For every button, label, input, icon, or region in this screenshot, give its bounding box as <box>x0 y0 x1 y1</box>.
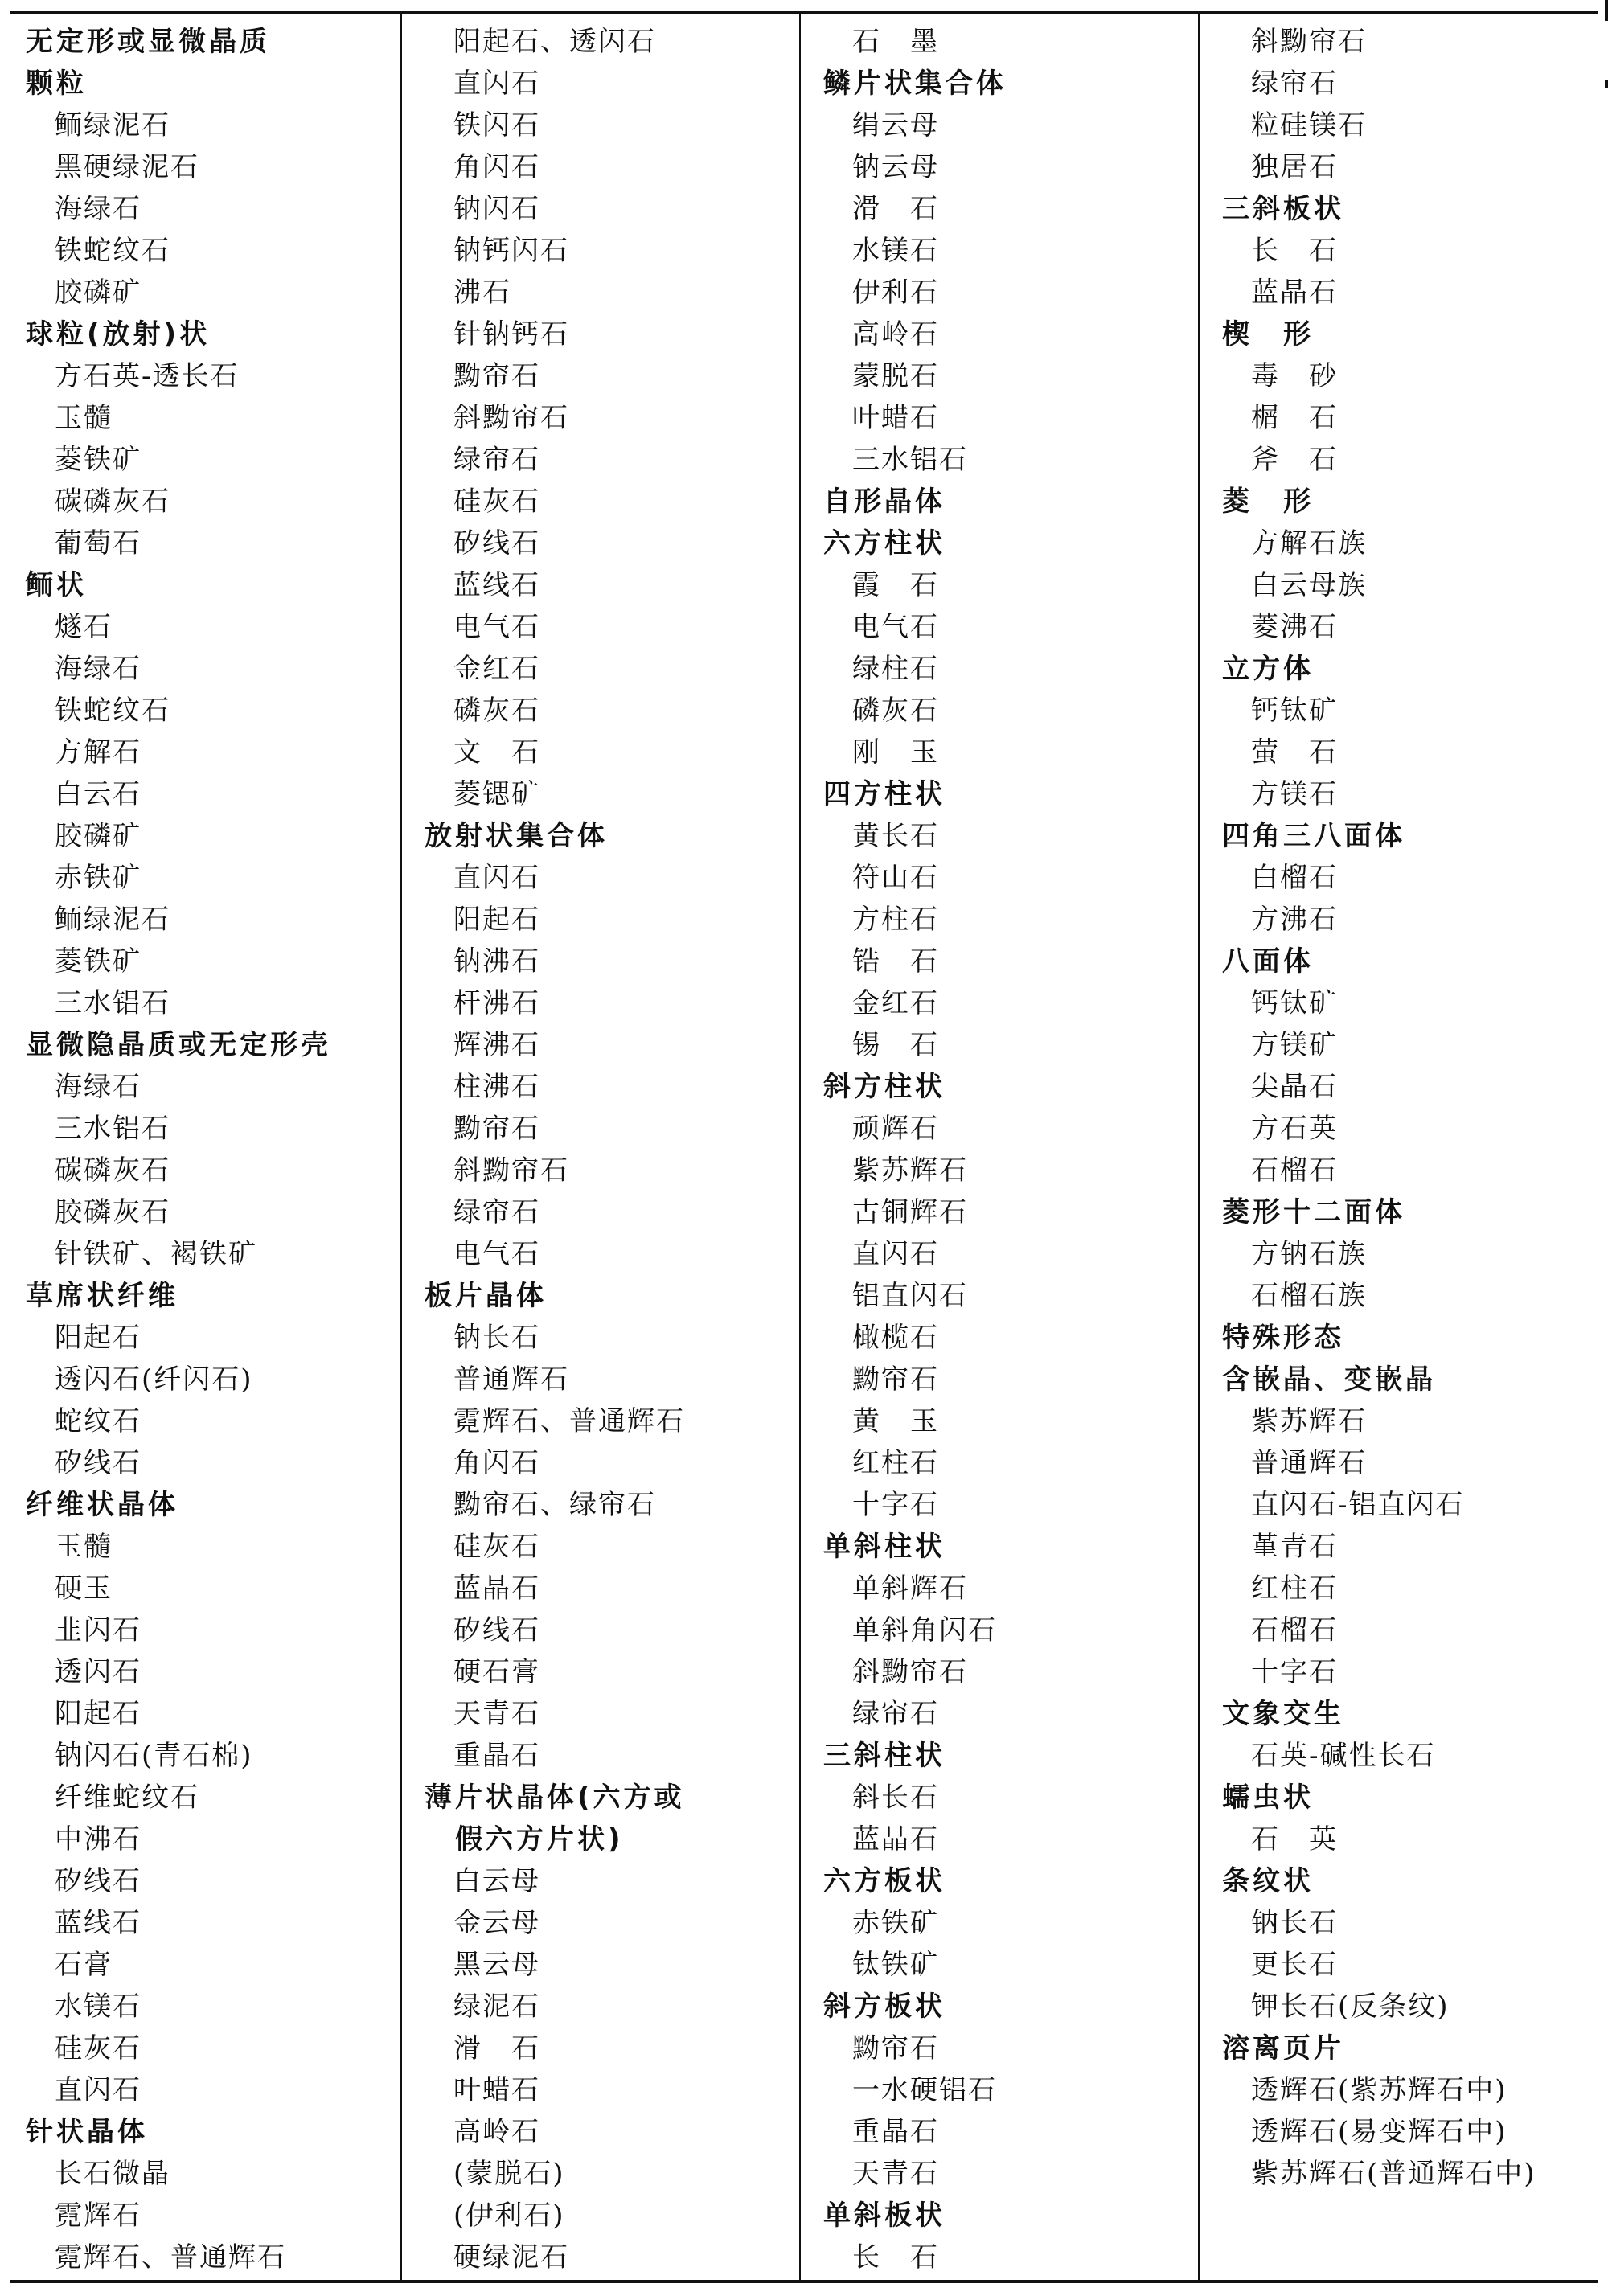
mineral-entry: 阳起石 <box>453 904 540 936</box>
mineral-entry: 铁蛇纹石 <box>55 235 170 267</box>
mineral-entry: 海绿石 <box>55 1071 142 1103</box>
mineral-entry: 水镁石 <box>55 1991 142 2023</box>
mineral-entry: 石 墨 <box>852 26 939 58</box>
mineral-entry: 纤维蛇纹石 <box>55 1781 199 1814</box>
mineral-entry: 辉沸石 <box>453 1029 540 1061</box>
mineral-entry: 方钠石族 <box>1251 1238 1367 1270</box>
mineral-entry: 金云母 <box>453 1907 540 1939</box>
mineral-entry: 硅灰石 <box>453 486 540 518</box>
mineral-entry: 斜黝帘石 <box>1251 26 1367 58</box>
mineral-entry: 电气石 <box>852 611 939 643</box>
category-heading: 四方柱状 <box>823 778 946 810</box>
mineral-entry: 矽线石 <box>55 1865 142 1897</box>
mineral-entry: 硬绿泥石 <box>453 2241 569 2273</box>
mineral-entry: 白云母族 <box>1251 569 1367 601</box>
mineral-entry: 韭闪石 <box>55 1614 142 1646</box>
category-heading: 三斜板状 <box>1222 193 1344 225</box>
mineral-entry: 红柱石 <box>852 1447 939 1479</box>
mineral-entry: 矽线石 <box>55 1447 142 1479</box>
mineral-entry: 顽辉石 <box>852 1113 939 1145</box>
mineral-entry: 钠云母 <box>852 151 939 183</box>
mineral-entry: 直闪石 <box>453 862 540 894</box>
mineral-entry: 符山石 <box>852 862 939 894</box>
mineral-entry: 玉髓 <box>55 1531 113 1563</box>
mineral-entry: 角闪石 <box>453 151 540 183</box>
mineral-entry: 铁闪石 <box>453 109 540 141</box>
mineral-entry: 钠长石 <box>1251 1907 1338 1939</box>
category-heading: 六方柱状 <box>823 527 946 560</box>
mineral-entry: 一水硬铝石 <box>852 2074 997 2106</box>
mineral-entry: 钠闪石(青石棉) <box>55 1740 253 1772</box>
mineral-entry: 重晶石 <box>453 1740 540 1772</box>
edge-mark <box>1605 0 1608 21</box>
mineral-entry: 透辉石(易变辉石中) <box>1251 2116 1508 2148</box>
mineral-entry: 单斜角闪石 <box>852 1614 997 1646</box>
mineral-entry: 黑硬绿泥石 <box>55 151 199 183</box>
category-heading: 球粒(放射)状 <box>26 318 211 351</box>
category-heading: 鲕状 <box>26 569 87 601</box>
category-heading: 八面体 <box>1222 945 1314 978</box>
category-heading: 显微隐晶质或无定形壳 <box>26 1029 331 1061</box>
mineral-entry: (蒙脱石) <box>453 2158 565 2190</box>
mineral-entry: 石榴石族 <box>1251 1280 1367 1312</box>
mineral-entry: 蓝晶石 <box>453 1572 540 1605</box>
mineral-entry: 绿帘石 <box>852 1698 939 1730</box>
mineral-entry: 透闪石 <box>55 1656 142 1688</box>
mineral-entry: 石榴石 <box>1251 1154 1338 1187</box>
mineral-entry: 透闪石(纤闪石) <box>55 1363 253 1396</box>
mineral-entry: 叶蜡石 <box>852 402 939 434</box>
mineral-entry: 沸石 <box>453 277 511 309</box>
mineral-entry: 黑云母 <box>453 1949 540 1981</box>
category-heading: 含嵌晶、变嵌晶 <box>1222 1363 1436 1396</box>
mineral-entry: 金红石 <box>453 653 540 685</box>
mineral-entry: 三水铝石 <box>55 987 170 1019</box>
mineral-entry: 绿泥石 <box>453 1991 540 2023</box>
mineral-entry: 钠沸石 <box>453 945 540 978</box>
mineral-entry: 菱锶矿 <box>453 778 540 810</box>
mineral-entry: 直闪石 <box>55 2074 142 2106</box>
mineral-entry: 硅灰石 <box>55 2032 142 2064</box>
mineral-entry: 黝帘石 <box>453 360 540 392</box>
category-heading: 自形晶体 <box>823 486 946 518</box>
bottom-rule <box>10 2280 1598 2283</box>
mineral-entry: 绿柱石 <box>852 653 939 685</box>
mineral-entry: 海绿石 <box>55 653 142 685</box>
mineral-entry: 毒 砂 <box>1251 360 1338 392</box>
mineral-entry: 斜黝帘石 <box>852 1656 968 1688</box>
mineral-entry: 石英-碱性长石 <box>1251 1740 1436 1772</box>
mineral-entry: 长 石 <box>852 2241 939 2273</box>
mineral-entry: 鲕绿泥石 <box>55 904 170 936</box>
mineral-entry: 水镁石 <box>852 235 939 267</box>
mineral-entry: 针钠钙石 <box>453 318 569 351</box>
mineral-entry: 赤铁矿 <box>852 1907 939 1939</box>
mineral-entry: 钛铁矿 <box>852 1949 939 1981</box>
mineral-entry: 普通辉石 <box>453 1363 569 1396</box>
mineral-entry: 白榴石 <box>1251 862 1338 894</box>
mineral-entry: 榍 石 <box>1251 402 1338 434</box>
mineral-entry: 绿帘石 <box>453 444 540 476</box>
mineral-entry: 紫苏辉石 <box>852 1154 968 1187</box>
mineral-entry: 单斜辉石 <box>852 1572 968 1605</box>
mineral-entry: 葡萄石 <box>55 527 142 560</box>
category-heading: 六方板状 <box>823 1865 946 1897</box>
mineral-entry: 霓辉石 <box>55 2200 142 2232</box>
mineral-entry: 钠长石 <box>453 1322 540 1354</box>
mineral-entry: 赤铁矿 <box>55 862 142 894</box>
mineral-entry: 重晶石 <box>852 2116 939 2148</box>
mineral-entry: 十字石 <box>1251 1656 1338 1688</box>
category-heading: 草席状纤维 <box>26 1280 178 1312</box>
mineral-entry: 阳起石 <box>55 1698 142 1730</box>
mineral-entry: 绿帘石 <box>453 1196 540 1228</box>
mineral-entry: 高岭石 <box>453 2116 540 2148</box>
mineral-entry: 黄长石 <box>852 820 939 852</box>
mineral-entry: 电气石 <box>453 611 540 643</box>
mineral-entry: 磷灰石 <box>453 695 540 727</box>
mineral-entry: 菱沸石 <box>1251 611 1338 643</box>
mineral-entry: 长 石 <box>1251 235 1338 267</box>
category-heading: 菱 形 <box>1222 486 1314 518</box>
category-heading: 立方体 <box>1222 653 1314 685</box>
mineral-entry: 滑 石 <box>453 2032 540 2064</box>
mineral-entry: 更长石 <box>1251 1949 1338 1981</box>
mineral-entry: 胶磷灰石 <box>55 1196 170 1228</box>
mineral-entry: 方镁矿 <box>1251 1029 1338 1061</box>
mineral-entry: 斜黝帘石 <box>453 402 569 434</box>
mineral-entry: 蓝晶石 <box>852 1823 939 1855</box>
mineral-entry: 白云母 <box>453 1865 540 1897</box>
mineral-entry: 蓝线石 <box>453 569 540 601</box>
category-heading: 针状晶体 <box>26 2116 148 2148</box>
mineral-entry: 伊利石 <box>852 277 939 309</box>
category-heading: 板片晶体 <box>425 1280 547 1312</box>
category-heading: 颗粒 <box>26 68 87 100</box>
mineral-entry: 黝帘石 <box>852 1363 939 1396</box>
mineral-entry: 紫苏辉石(普通辉石中) <box>1251 2158 1536 2190</box>
mineral-entry: 红柱石 <box>1251 1572 1338 1605</box>
mineral-entry: 独居石 <box>1251 151 1338 183</box>
mineral-entry: 绿帘石 <box>1251 68 1338 100</box>
mineral-entry: 方柱石 <box>852 904 939 936</box>
mineral-entry: 石榴石 <box>1251 1614 1338 1646</box>
category-heading: 斜方柱状 <box>823 1071 946 1103</box>
category-heading: 菱形十二面体 <box>1222 1196 1405 1228</box>
mineral-entry: 方解石 <box>55 736 142 769</box>
mineral-entry: 钙钛矿 <box>1251 695 1338 727</box>
mineral-entry: 电气石 <box>453 1238 540 1270</box>
mineral-entry: 黝帘石 <box>852 2032 939 2064</box>
mineral-entry: 铝直闪石 <box>852 1280 968 1312</box>
mineral-entry: 绢云母 <box>852 109 939 141</box>
mineral-entry: 直闪石-铝直闪石 <box>1251 1489 1465 1521</box>
mineral-entry: 透辉石(紫苏辉石中) <box>1251 2074 1508 2106</box>
mineral-entry: (伊利石) <box>453 2200 565 2232</box>
edge-mark <box>1605 80 1608 88</box>
mineral-entry: 直闪石 <box>453 68 540 100</box>
mineral-entry: 钠闪石 <box>453 193 540 225</box>
mineral-entry: 燧石 <box>55 611 113 643</box>
mineral-entry: 三水铝石 <box>852 444 968 476</box>
mineral-entry: 针铁矿、褐铁矿 <box>55 1238 257 1270</box>
category-heading: 特殊形态 <box>1222 1322 1344 1354</box>
mineral-entry: 钙钛矿 <box>1251 987 1338 1019</box>
mineral-entry: 古铜辉石 <box>852 1196 968 1228</box>
category-heading: 单斜板状 <box>823 2200 946 2232</box>
mineral-entry: 矽线石 <box>453 1614 540 1646</box>
mineral-entry: 蓝晶石 <box>1251 277 1338 309</box>
category-heading: 文象交生 <box>1222 1698 1344 1730</box>
category-heading: 条纹状 <box>1222 1865 1314 1897</box>
mineral-entry: 霞 石 <box>852 569 939 601</box>
mineral-entry: 蓝线石 <box>55 1907 142 1939</box>
mineral-entry: 堇青石 <box>1251 1531 1338 1563</box>
mineral-entry: 斜黝帘石 <box>453 1154 569 1187</box>
mineral-entry: 白云石 <box>55 778 142 810</box>
mineral-entry: 十字石 <box>852 1489 939 1521</box>
category-heading: 楔 形 <box>1222 318 1314 351</box>
mineral-entry: 阳起石 <box>55 1322 142 1354</box>
mineral-entry: 中沸石 <box>55 1823 142 1855</box>
mineral-entry: 紫苏辉石 <box>1251 1405 1367 1437</box>
mineral-entry: 叶蜡石 <box>453 2074 540 2106</box>
category-heading: 四角三八面体 <box>1222 820 1405 852</box>
mineral-entry: 斜长石 <box>852 1781 939 1814</box>
table-column-3 <box>820 21 1206 2278</box>
mineral-entry: 方解石族 <box>1251 527 1367 560</box>
mineral-entry: 滑 石 <box>852 193 939 225</box>
category-heading: 假六方片状) <box>425 1823 624 1855</box>
mineral-entry: 刚 玉 <box>852 736 939 769</box>
mineral-entry: 长石微晶 <box>55 2158 170 2190</box>
category-heading: 溶离页片 <box>1222 2032 1344 2064</box>
mineral-entry: 文 石 <box>453 736 540 769</box>
mineral-entry: 斧 石 <box>1251 444 1338 476</box>
mineral-entry: 阳起石、透闪石 <box>453 26 656 58</box>
mineral-entry: 蛇纹石 <box>55 1405 142 1437</box>
mineral-entry: 方沸石 <box>1251 904 1338 936</box>
mineral-entry: 硅灰石 <box>453 1531 540 1563</box>
mineral-entry: 杆沸石 <box>453 987 540 1019</box>
mineral-entry: 角闪石 <box>453 1447 540 1479</box>
mineral-entry: 金红石 <box>852 987 939 1019</box>
mineral-entry: 磷灰石 <box>852 695 939 727</box>
category-heading: 放射状集合体 <box>425 820 608 852</box>
mineral-entry: 铁蛇纹石 <box>55 695 170 727</box>
mineral-entry: 钾长石(反条纹) <box>1251 1991 1450 2023</box>
category-heading: 纤维状晶体 <box>26 1489 178 1521</box>
mineral-entry: 方石英-透长石 <box>55 360 240 392</box>
mineral-entry: 石膏 <box>55 1949 113 1981</box>
mineral-entry: 黄 玉 <box>852 1405 939 1437</box>
mineral-entry: 硬玉 <box>55 1572 113 1605</box>
mineral-entry: 柱沸石 <box>453 1071 540 1103</box>
mineral-entry: 石 英 <box>1251 1823 1338 1855</box>
mineral-entry: 天青石 <box>453 1698 540 1730</box>
mineral-entry: 橄榄石 <box>852 1322 939 1354</box>
mineral-entry: 方石英 <box>1251 1113 1338 1145</box>
category-heading: 薄片状晶体(六方或 <box>425 1781 685 1814</box>
mineral-entry: 菱铁矿 <box>55 945 142 978</box>
mineral-entry: 胶磷矿 <box>55 277 142 309</box>
mineral-entry: 鲕绿泥石 <box>55 109 170 141</box>
mineral-entry: 碳磷灰石 <box>55 486 170 518</box>
category-heading: 三斜柱状 <box>823 1740 946 1772</box>
mineral-entry: 矽线石 <box>453 527 540 560</box>
mineral-entry: 玉髓 <box>55 402 113 434</box>
table-column-1 <box>23 21 408 2278</box>
mineral-entry: 黝帘石、绿帘石 <box>453 1489 656 1521</box>
top-rule <box>10 11 1598 14</box>
mineral-entry: 粒硅镁石 <box>1251 109 1367 141</box>
mineral-entry: 碳磷灰石 <box>55 1154 170 1187</box>
mineral-entry: 尖晶石 <box>1251 1071 1338 1103</box>
mineral-entry: 锡 石 <box>852 1029 939 1061</box>
mineral-entry: 蒙脱石 <box>852 360 939 392</box>
mineral-entry: 锆 石 <box>852 945 939 978</box>
mineral-entry: 直闪石 <box>852 1238 939 1270</box>
mineral-entry: 三水铝石 <box>55 1113 170 1145</box>
mineral-entry: 菱铁矿 <box>55 444 142 476</box>
table-column-4 <box>1219 21 1605 2195</box>
mineral-entry: 萤 石 <box>1251 736 1338 769</box>
table-column-2 <box>421 21 807 2278</box>
mineral-entry: 钠钙闪石 <box>453 235 569 267</box>
mineral-entry: 霓辉石、普通辉石 <box>453 1405 685 1437</box>
mineral-entry: 方镁石 <box>1251 778 1338 810</box>
category-heading: 斜方板状 <box>823 1991 946 2023</box>
category-heading: 无定形或显微晶质 <box>26 26 270 58</box>
mineral-entry: 硬石膏 <box>453 1656 540 1688</box>
category-heading: 单斜柱状 <box>823 1531 946 1563</box>
mineral-entry: 霓辉石、普通辉石 <box>55 2241 286 2273</box>
mineral-entry: 高岭石 <box>852 318 939 351</box>
mineral-entry: 普通辉石 <box>1251 1447 1367 1479</box>
mineral-entry: 天青石 <box>852 2158 939 2190</box>
mineral-entry: 胶磷矿 <box>55 820 142 852</box>
category-heading: 鳞片状集合体 <box>823 68 1007 100</box>
mineral-entry: 黝帘石 <box>453 1113 540 1145</box>
category-heading: 蠕虫状 <box>1222 1781 1314 1814</box>
mineral-entry: 海绿石 <box>55 193 142 225</box>
